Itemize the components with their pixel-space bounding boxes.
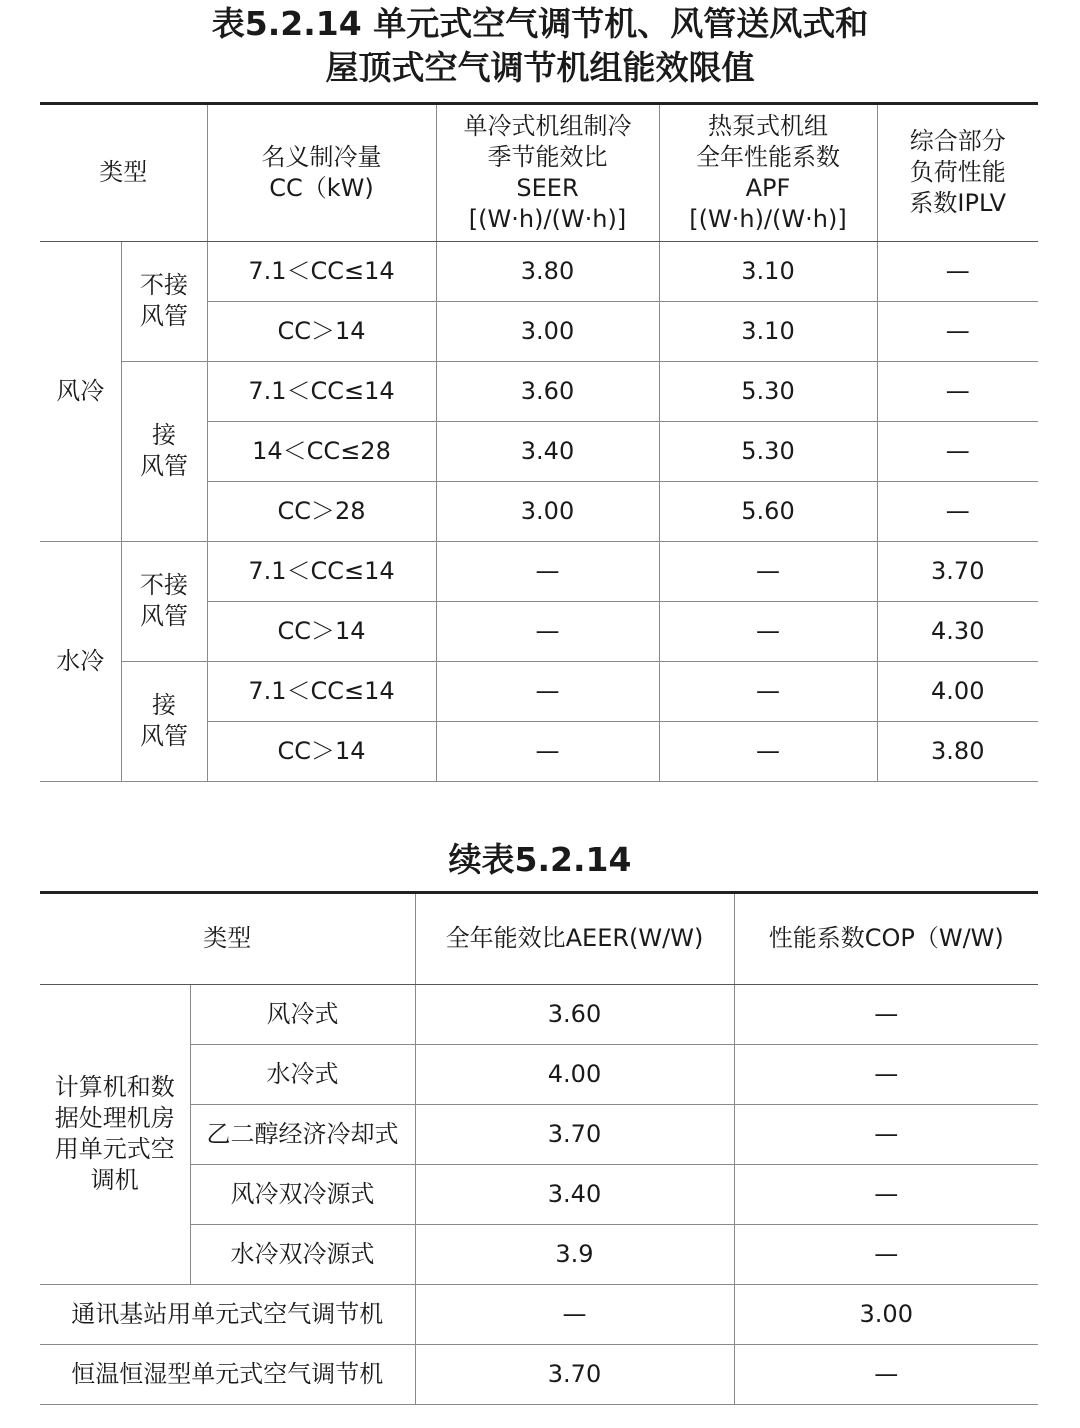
cell-iplv: — — [877, 361, 1038, 421]
table-row — [40, 1044, 1038, 1104]
cell-aeer: 4.00 — [415, 1044, 734, 1104]
cell-cc: CC＞14 — [207, 601, 436, 661]
table2-header-row — [40, 894, 1038, 984]
cell-seer: 3.80 — [436, 241, 659, 301]
table-row — [40, 1224, 1038, 1284]
cell-iplv: — — [877, 421, 1038, 481]
table-row — [40, 1284, 1038, 1344]
header-cc: 名义制冷量 CC（kW) — [207, 105, 436, 241]
cell-aeer: — — [415, 1284, 734, 1344]
cell-apf: 3.10 — [659, 241, 877, 301]
cell-type: 乙二醇经济冷却式 — [190, 1104, 415, 1164]
group-water-cooled: 水冷 — [40, 541, 121, 781]
table-row — [40, 984, 1038, 1044]
subgroup-air-no-duct: 不接 风管 — [121, 241, 207, 361]
table-row — [40, 1344, 1038, 1404]
cell-cop: — — [734, 1164, 1038, 1224]
cell-apf: — — [659, 541, 877, 601]
cell-seer: 3.40 — [436, 421, 659, 481]
cell-type: 恒温恒湿型单元式空气调节机 — [40, 1344, 415, 1404]
cell-aeer: 3.9 — [415, 1224, 734, 1284]
table1-title-line1: 表5.2.14 单元式空气调节机、风管送风式和 — [211, 4, 869, 43]
cell-seer: — — [436, 541, 659, 601]
cell-apf: 5.30 — [659, 361, 877, 421]
cell-cc: 7.1＜CC≤14 — [207, 661, 436, 721]
subgroup-air-duct: 接 风管 — [121, 361, 207, 541]
cell-cc: 7.1＜CC≤14 — [207, 541, 436, 601]
efficiency-table — [40, 105, 1038, 782]
cell-apf: — — [659, 601, 877, 661]
cell-aeer: 3.40 — [415, 1164, 734, 1224]
table-row — [40, 361, 1038, 421]
cell-seer: — — [436, 721, 659, 781]
cell-aeer: 3.60 — [415, 984, 734, 1044]
cell-cop: — — [734, 1044, 1038, 1104]
group-datacenter-ac: 计算机和数 据处理机房 用单元式空 调机 — [40, 984, 190, 1284]
continued-table — [40, 894, 1038, 1405]
header-seer: 单冷式机组制冷 季节能效比 SEER [(W·h)/(W·h)] — [436, 105, 659, 241]
cell-cc: 14＜CC≤28 — [207, 421, 436, 481]
cell-apf: 5.60 — [659, 481, 877, 541]
cell-aeer: 3.70 — [415, 1104, 734, 1164]
cell-type: 水冷式 — [190, 1044, 415, 1104]
cell-type: 通讯基站用单元式空气调节机 — [40, 1284, 415, 1344]
cell-type: 水冷双冷源式 — [190, 1224, 415, 1284]
cell-cop: — — [734, 984, 1038, 1044]
cell-seer: 3.00 — [436, 481, 659, 541]
cell-apf: — — [659, 661, 877, 721]
subgroup-water-no-duct: 不接 风管 — [121, 541, 207, 661]
table1-title-line2: 屋顶式空气调节机组能效限值 — [325, 48, 755, 87]
cell-cop: — — [734, 1224, 1038, 1284]
cell-cop: 3.00 — [734, 1284, 1038, 1344]
cell-iplv: — — [877, 301, 1038, 361]
cell-cc: CC＞28 — [207, 481, 436, 541]
cell-cop: — — [734, 1344, 1038, 1404]
header-iplv: 综合部分 负荷性能 系数IPLV — [877, 105, 1038, 241]
cell-cc: 7.1＜CC≤14 — [207, 361, 436, 421]
subgroup-water-duct: 接 风管 — [121, 661, 207, 781]
cell-aeer: 3.70 — [415, 1344, 734, 1404]
cell-iplv: — — [877, 241, 1038, 301]
cell-iplv: 3.80 — [877, 721, 1038, 781]
cell-seer: 3.60 — [436, 361, 659, 421]
table1-header-row — [40, 105, 1038, 241]
cell-seer: — — [436, 601, 659, 661]
header-aeer: 全年能效比AEER(W/W) — [415, 894, 734, 984]
cell-seer: — — [436, 661, 659, 721]
header-type: 类型 — [40, 894, 415, 984]
cell-type: 风冷双冷源式 — [190, 1164, 415, 1224]
table2-title: 续表5.2.14 — [448, 840, 632, 879]
cell-iplv: — — [877, 481, 1038, 541]
table-row — [40, 1164, 1038, 1224]
cell-cc: 7.1＜CC≤14 — [207, 241, 436, 301]
table-row — [40, 541, 1038, 601]
cell-apf: — — [659, 721, 877, 781]
cell-cc: CC＞14 — [207, 721, 436, 781]
table-row — [40, 241, 1038, 301]
cell-type: 风冷式 — [190, 984, 415, 1044]
cell-iplv: 3.70 — [877, 541, 1038, 601]
cell-iplv: 4.00 — [877, 661, 1038, 721]
header-cop: 性能系数COP（W/W) — [734, 894, 1038, 984]
cell-seer: 3.00 — [436, 301, 659, 361]
table-row — [40, 661, 1038, 721]
cell-iplv: 4.30 — [877, 601, 1038, 661]
cell-apf: 3.10 — [659, 301, 877, 361]
header-apf: 热泵式机组 全年性能系数 APF [(W·h)/(W·h)] — [659, 105, 877, 241]
table-row — [40, 1104, 1038, 1164]
cell-apf: 5.30 — [659, 421, 877, 481]
cell-cop: — — [734, 1104, 1038, 1164]
cell-cc: CC＞14 — [207, 301, 436, 361]
group-air-cooled: 风冷 — [40, 241, 121, 541]
header-type: 类型 — [40, 105, 207, 241]
